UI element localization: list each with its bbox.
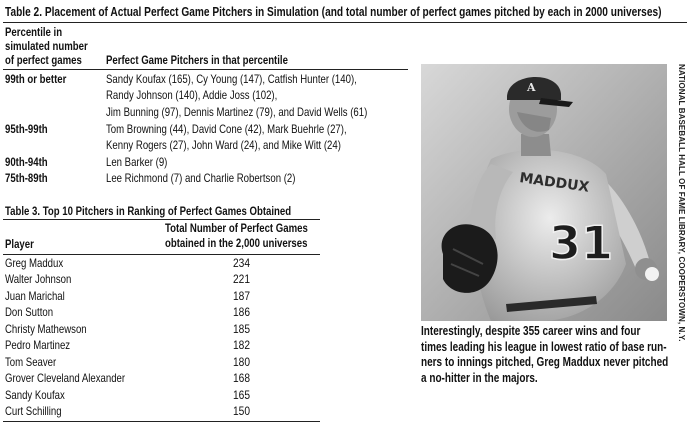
perfect-game-total: 234 (233, 256, 251, 270)
table2-col1-header-line: simulated number (5, 39, 88, 53)
table3-col-total-header-line: obtained in the 2,000 universes (165, 236, 308, 250)
table2-tier-line: Len Barker (9) (106, 155, 168, 169)
table2-col2-header: Perfect Game Pitchers in that percentile (106, 53, 288, 67)
table-row (0, 338, 330, 354)
player-name: Grover Cleveland Alexander (5, 371, 126, 385)
player-name: Curt Schilling (5, 404, 62, 418)
table2-col1-header-line: of perfect games (5, 53, 82, 67)
table2-header-rule (3, 69, 408, 70)
table2-top-rule (3, 22, 687, 23)
perfect-game-total: 187 (233, 289, 251, 303)
table2-tier-line: Randy Johnson (140), Addie Joss (102), (106, 88, 278, 102)
photo-caption (421, 324, 671, 386)
table2-tier-label: 75th-89th (5, 171, 48, 185)
table3-col-total-header-line: Total Number of Perfect Games (165, 221, 308, 235)
player-name: Tom Seaver (5, 355, 57, 369)
table2-tier-line: Lee Richmond (7) and Charlie Robertson (2) (106, 171, 296, 185)
table3-header-rule (3, 254, 320, 255)
svg-text:A: A (527, 81, 536, 94)
player-name: Walter Johnson (5, 272, 72, 286)
perfect-game-total: 186 (233, 305, 251, 319)
table2-col1-header-line: Percentile in (5, 25, 63, 39)
table-row (0, 272, 330, 288)
player-name: Pedro Martinez (5, 338, 71, 352)
player-name: Christy Mathewson (5, 322, 87, 336)
table3-bottom-rule (3, 421, 320, 422)
caption-line: a no-hitter in the majors. (421, 370, 538, 385)
jersey-name: MADDUX (518, 170, 591, 196)
perfect-game-total: 221 (233, 272, 251, 286)
perfect-game-total: 185 (233, 322, 251, 336)
player-name: Sandy Koufax (5, 388, 65, 402)
player-name: Don Sutton (5, 305, 54, 319)
perfect-game-total: 182 (233, 338, 251, 352)
table-row (0, 289, 330, 305)
table3-col-player-header: Player (5, 237, 34, 251)
table3-title: Table 3. Top 10 Pitchers in Ranking of Perfect Games Obtained (5, 204, 292, 218)
caption-line: ners to innings pitched, Greg Maddux never pitched (421, 355, 669, 369)
table-row (0, 256, 330, 272)
pitcher-photo (421, 64, 667, 321)
perfect-game-total: 180 (233, 355, 251, 369)
table2-tier-line: Kenny Rogers (27), John Ward (24), and Mike Witt (24) (106, 138, 341, 152)
player-name: Juan Marichal (5, 289, 65, 303)
table2-tier-label: 99th or better (5, 72, 67, 86)
player-name: Greg Maddux (5, 256, 64, 270)
table-row (0, 371, 330, 387)
table2-tier-line: Sandy Koufax (165), Cy Young (147), Catfish Hunter (140), (106, 72, 357, 86)
caption-line: Interestingly, despite 355 career wins and four (421, 324, 641, 338)
table2-title: Table 2. Placement of Actual Perfect Game Pitchers in Simulation (and total number of perfect games pitched by each in 2000 universes) (5, 4, 662, 19)
perfect-game-total: 168 (233, 371, 251, 385)
table-row (0, 305, 330, 321)
table3-top-rule (3, 219, 320, 220)
table2-tier-label: 95th-99th (5, 122, 48, 136)
table-row (0, 388, 330, 404)
perfect-game-total: 150 (233, 404, 251, 418)
caption-line: times leading his league in lowest ratio of base run- (421, 339, 667, 354)
perfect-game-total: 165 (233, 388, 251, 402)
table2-col1-header (5, 25, 88, 67)
table-row (0, 355, 330, 371)
table-row (0, 404, 330, 420)
table2-tier-line: Jim Bunning (97), Dennis Martinez (79), and David Wells (61) (106, 105, 368, 119)
jersey-number: 31 (549, 216, 614, 270)
table-row (0, 322, 330, 338)
table3-col-total-header (165, 221, 308, 251)
table2-tier-line: Tom Browning (44), David Cone (42), Mark Buehrle (27), (106, 122, 347, 136)
table2-tier-label: 90th-94th (5, 155, 48, 169)
photo-credit: NATIONAL BASEBALL HALL OF FAME LIBRARY, COOPERSTOWN, N.Y. (677, 64, 686, 342)
pitcher-illustration (421, 64, 667, 321)
